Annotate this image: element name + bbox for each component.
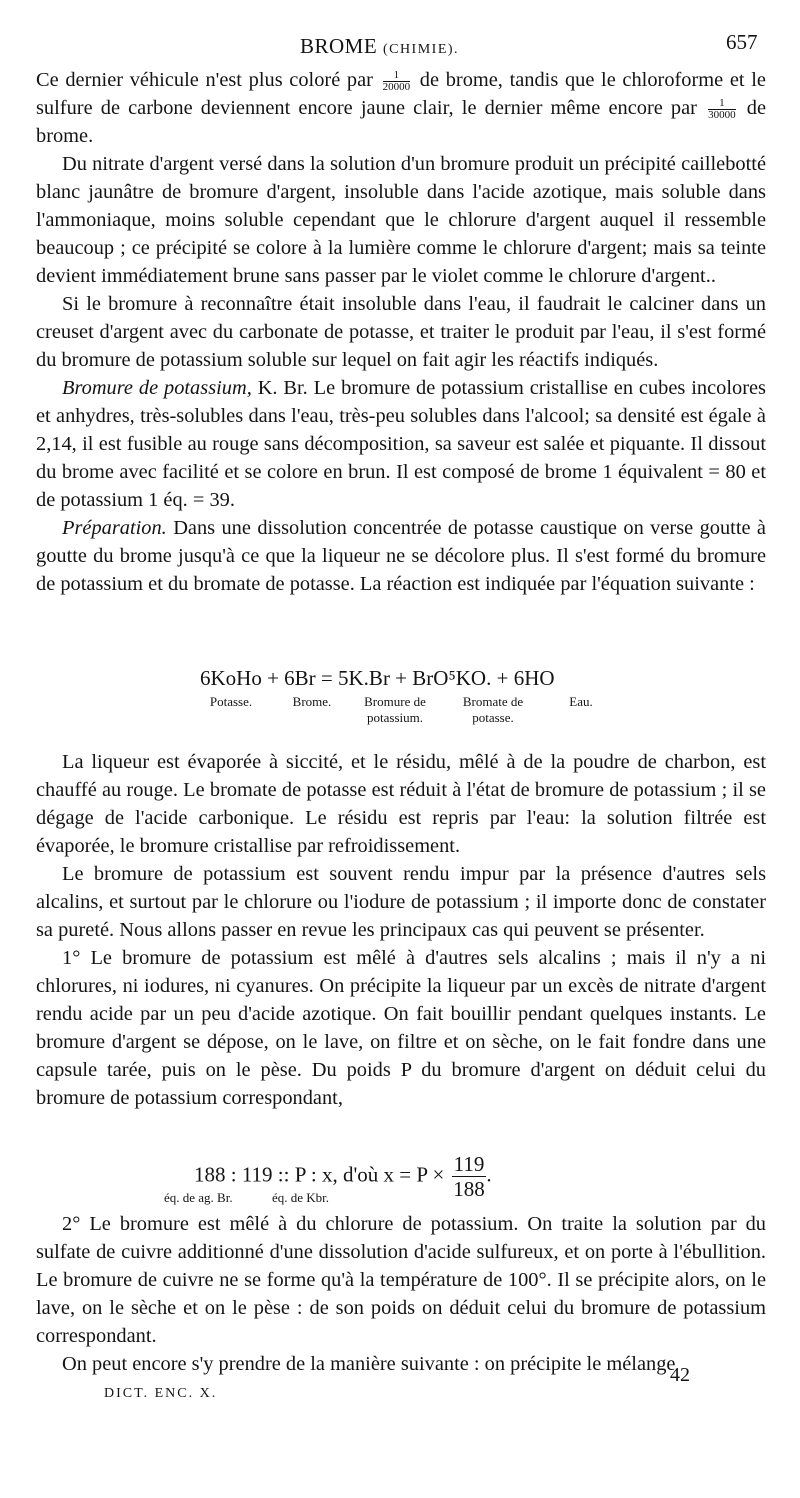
proportion-fraction xyxy=(452,1152,487,1201)
label-potasse: Potasse. xyxy=(209,694,253,709)
paragraph-6: La liqueur est évaporée à siccité, et le résidu, mêlé à de la poudre de charbon, est chauffé au rouge. Le bromate de potasse est réduit à l'état de bromure de potassium ; il se dégage de l'acide carbonique. Le résidu est repris par l'eau: la solution filtrée est évaporée, le bromure cristallise par refroidissement. xyxy=(36,751,766,857)
paragraph-2: Du nitrate d'argent versé dans la solution d'un bromure produit un précipité caillebotté blanc jaunâtre de bromure d'argent, insoluble dans l'acide azotique, mais soluble dans l'ammoniaque, moins soluble cependant que le chlorure d'argent auquel il ressemble beaucoup ; ce précipité se colore à la lumière comme le chlorure d'argent; mais sa teinte devient immédiatement brune sans passer par le violet comme le chlorure d'argent.. xyxy=(36,153,766,287)
frac-num: 1 xyxy=(708,98,736,110)
p1-text-a: Ce dernier véhicule n'est plus coloré par xyxy=(36,69,373,91)
sheet-number: 42 xyxy=(670,1364,690,1386)
proportion-label-mid: éq. de Kbr. xyxy=(272,1190,330,1205)
frac-den: 30000 xyxy=(708,108,736,121)
text-body xyxy=(36,66,766,598)
equation-line: 6KoHo + 6Br = 5K.Br + BrO⁵KO. + 6HO xyxy=(200,666,555,690)
label-bromate-line1: Bromate de xyxy=(462,694,524,709)
label-bromure-line1: Bromure de xyxy=(364,694,426,709)
fraction-1-30000 xyxy=(708,98,736,121)
paragraph-4 xyxy=(36,374,766,514)
p1-text-b: de brome, tandis que le chloroforme et le sulfure de carbone deviennent encore jaune clair, le dernier même encore par xyxy=(36,69,766,119)
proportion-left: 188 xyxy=(194,1162,226,1187)
signature-mark: DICT. ENC. X. xyxy=(104,1386,218,1401)
text-body-3 xyxy=(36,1210,766,1378)
label-bromure-line2: potassium. xyxy=(367,710,423,725)
paragraph-1 xyxy=(36,66,766,150)
paragraph-5 xyxy=(36,514,766,598)
label-bromate-line2: potasse. xyxy=(472,710,514,725)
paragraph-3: Si le bromure à reconnaître était insoluble dans l'eau, il faudrait le calciner dans un creuset d'argent avec du carbonate de potasse, et traiter le produit par l'eau, il s'est formé du bromure de potassium soluble sur lequel on fait agir les réactifs indiqués. xyxy=(36,293,766,371)
text-body-2 xyxy=(36,748,766,1112)
title-subtitle: (CHIMIE). xyxy=(382,42,460,57)
fraction-1-20000 xyxy=(383,70,411,93)
proportion-end: . xyxy=(486,1162,492,1187)
paragraph-8: 1° Le bromure de potassium est mêlé à d'autres sels alcalins ; mais il n'y a ni chlorures, ni iodures, ni cyanures. On précipite la liqueur par un excès de nitrate d'argent rendu acide par un peu d'acide azotique. On fait bouillir pendant quelques instants. Le bromure d'argent se dépose, on le lave, on filtre et on sèche, on le fait fondre dans une capsule tarée, puis on le pèse. Du poids P du bromure d'argent on déduit celui du bromure de potassium correspondant, xyxy=(36,947,766,1109)
title-main: BROME xyxy=(300,34,378,58)
running-title xyxy=(300,34,459,59)
proportion-middle: : 119 :: P : x, d'où x = P × xyxy=(230,1162,445,1187)
p5-italic-heading: Préparation. xyxy=(62,517,167,539)
paragraph-10: On peut encore s'y prendre de la manière suivante : on précipite le mélange xyxy=(62,1353,676,1375)
proportion-frac-num: 119 xyxy=(453,1152,485,1176)
paragraph-7: Le bromure de potassium est souvent rendu impur par la présence d'autres sels alcalins, et surtout par le chlorure ou l'iodure de potassium ; il importe donc de constater sa pureté. Nous allons passer en revue les principaux cas qui peuvent se présenter. xyxy=(36,863,766,941)
proportion-equation xyxy=(36,1130,766,1220)
p4-italic-heading: Bromure de potassium, xyxy=(62,377,252,399)
proportion-line xyxy=(194,1152,492,1201)
page-number: 657 xyxy=(726,30,758,54)
proportion-label-left: éq. de ag. Br. xyxy=(164,1190,233,1205)
paragraph-9: 2° Le bromure est mêlé à du chlorure de potassium. On traite la solution par du sulfate de cuivre additionné d'une dissolution d'acide sulfureux, et on porte à l'ébullition. Le bromure de cuivre ne se forme qu'à la température de 100°. Il se précipite alors, on le lave, on le sèche et on le pèse : de son poids on déduit celui du bromure de potassium correspondant. xyxy=(36,1213,766,1347)
p1-text-c: de brome. xyxy=(36,97,766,147)
p5-text: Dans une dissolution concentrée de potasse caustique on verse goutte à goutte du brome jusqu'à ce que la liqueur ne se décolore plus. Il s'est formé du bromure de potassium et du bromate de potasse. La réaction est indiquée par l'équation suivante : xyxy=(36,517,766,595)
label-eau: Eau. xyxy=(569,694,593,709)
p4-text: K. Br. Le bromure de potassium cristallise en cubes incolores et anhydres, très-solubles dans l'eau, très-peu solubles dans l'alcool; sa densité est égale à 2,14, il est fusible au rouge sans décomposition, sa saveur est salée et piquante. Il dissout du brome avec facilité et se colore en brun. Il est composé de brome 1 équivalent = 80 et de potassium 1 éq. = 39. xyxy=(36,377,766,511)
proportion-frac-den: 188 xyxy=(453,1177,485,1201)
label-brome: Brome. xyxy=(292,694,332,709)
frac-num: 1 xyxy=(383,70,411,82)
running-header xyxy=(0,30,800,60)
frac-den: 20000 xyxy=(382,80,411,93)
